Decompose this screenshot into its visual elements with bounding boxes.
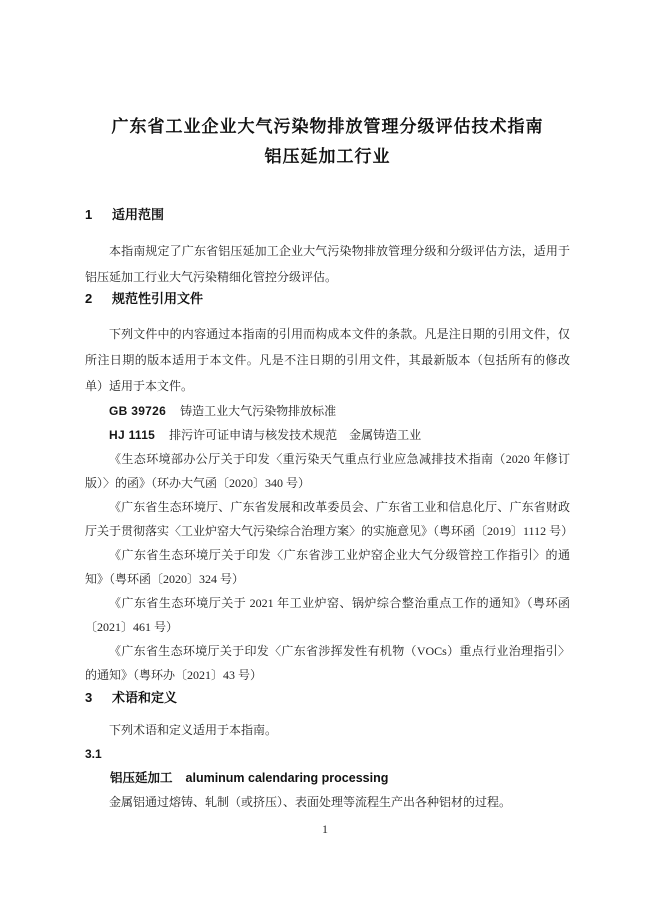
reference-item: 《广东省生态环境厅、广东省发展和改革委员会、广东省工业和信息化厅、广东省财政厅关于贯彻落实〈工业炉窑大气污染综合治理方案〉的实施意见》（粤环函〔2019〕1112 号） — [85, 500, 574, 538]
reference-code: GB 39726 — [109, 404, 167, 418]
section-1-number: 1 — [85, 207, 93, 222]
document-title-line2: 铝压延加工行业 — [264, 147, 391, 166]
reference-list — [85, 399, 574, 687]
reference-item: 《广东省生态环境厅关于印发〈广东省涉工业炉窑企业大气分级管控工作指引〉的通知》（粤环函〔2020〕324 号） — [85, 548, 570, 586]
reference-title: 铸造工业大气污染物排放标准 — [180, 404, 337, 418]
reference-title: 排污许可证申请与核发技术规范 金属铸造工业 — [169, 428, 422, 442]
term-title — [85, 766, 570, 790]
section-3-paragraph: 下列术语和定义适用于本指南。 — [109, 723, 278, 737]
reference-item: 《生态环境部办公厅关于印发〈重污染天气重点行业应急减排技术指南（2020 年修订版）〉的函》（环办大气函〔2020〕340 号） — [85, 452, 570, 490]
section-1-heading — [85, 206, 570, 223]
section-2-number: 2 — [85, 291, 93, 306]
document-title-line1: 广东省工业企业大气污染物排放管理分级评估技术指南 — [111, 117, 544, 136]
reference-code: HJ 1115 — [109, 428, 156, 442]
reference-item — [85, 399, 570, 423]
section-2-title: 规范性引用文件 — [112, 291, 204, 306]
reference-item — [85, 423, 570, 447]
term-title-zh: 铝压延加工 — [110, 771, 173, 785]
section-1-title: 适用范围 — [112, 207, 165, 222]
term-definition: 金属铝通过熔铸、轧制（或挤压）、表面处理等流程生产出各种铝材的过程。 — [109, 795, 512, 809]
reference-item: 《广东省生态环境厅关于印发〈广东省涉挥发性有机物（VOCs）重点行业治理指引〉的通知》（粤环办〔2021〕43 号） — [85, 644, 570, 682]
term-title-en: aluminum calendaring processing — [185, 771, 389, 785]
section-2-paragraph: 下列文件中的内容通过本指南的引用而构成本文件的条款。凡是注日期的引用文件，仅所注日期的版本适用于本文件。凡是不注日期的引用文件，其最新版本（包括所有的修改单）适用于本文件。 — [85, 327, 570, 393]
section-3-heading — [85, 689, 570, 706]
page-number: 1 — [322, 822, 328, 836]
section-3-number: 3 — [85, 690, 93, 705]
section-2-heading — [85, 290, 570, 307]
section-3-title: 术语和定义 — [112, 690, 178, 705]
section-1-paragraph: 本指南规定了广东省铝压延加工企业大气污染物排放管理分级和分级评估方法，适用于铝压延加工行业大气污染精细化管控分级评估。 — [85, 244, 570, 284]
term-number: 3.1 — [85, 747, 102, 761]
document-title — [85, 112, 570, 172]
reference-item: 《广东省生态环境厅关于 2021 年工业炉窑、锅炉综合整治重点工作的通知》（粤环函〔2021〕461 号） — [85, 596, 570, 634]
